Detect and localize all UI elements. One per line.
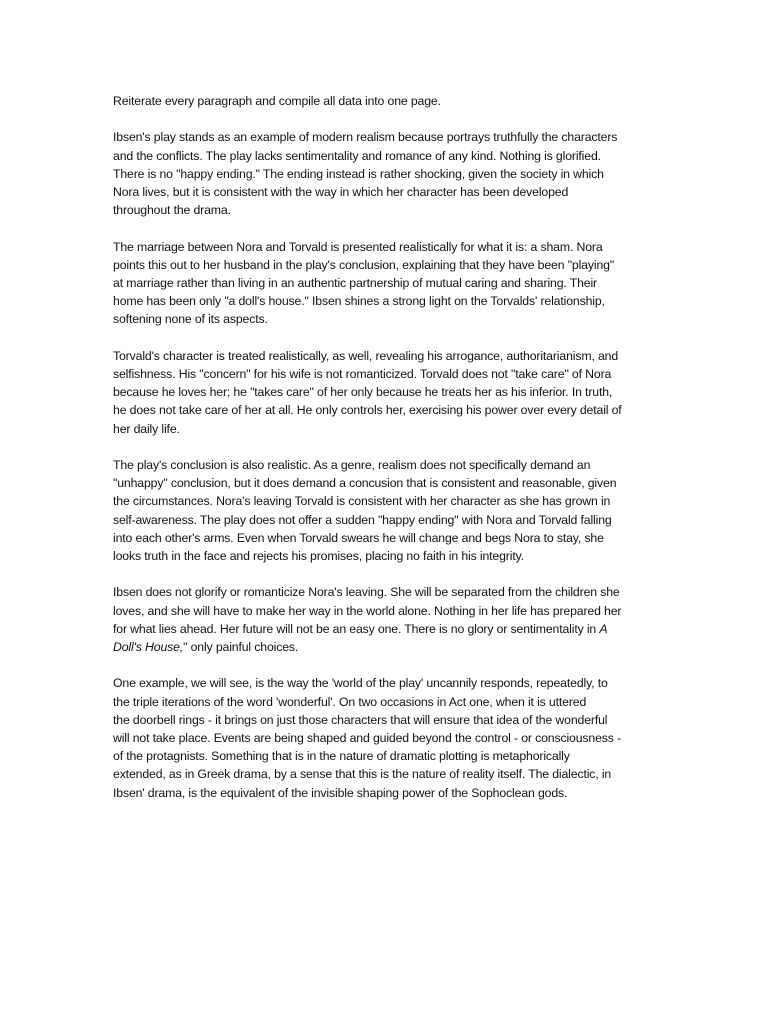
text-line: and the conflicts. The play lacks sentimentality and romance of any kind. Nothing is glorified. — [113, 148, 601, 163]
intro-line — [113, 92, 661, 110]
text-line: because he loves her; he "takes care" of her only because he treats her as his inferior. In truth, — [113, 385, 613, 400]
text-segment: " only painful choices. — [183, 640, 299, 655]
italic-title-end: Doll's House, — [113, 640, 184, 655]
text-line: looks truth in the face and rejects his promises, placing no faith in his integrity. — [113, 549, 524, 564]
text-line: Nora lives, but it is consistent with the way in which her character has been developed — [113, 185, 569, 199]
text-line — [113, 638, 661, 656]
text-line: Ibsen does not glorify or romanticize Nora's leaving. She will be separated from the children she — [113, 585, 620, 600]
text-line: Torvald's character is treated realistically, as well, revealing his arrogance, authoritarianism, and — [113, 348, 619, 363]
text-segment: for what lies ahead. Her future will not be an easy one. There is no glory or sentimentality in — [113, 621, 600, 636]
text-line: Reiterate every paragraph and compile all data into one page. — [113, 94, 441, 108]
text-line: selfishness. His "concern" for his wife is not romanticized. Torvald does not "take care" of Nora — [113, 367, 612, 381]
text-line: softening none of its aspects. — [113, 312, 268, 327]
text-line: Ibsen' drama, is the equivalent of the invisible shaping power of the Sophoclean gods. — [113, 785, 568, 800]
text-line: home has been only "a doll's house." Ibsen shines a strong light on the Torvalds' relationship, — [113, 294, 605, 309]
text-line: the triple iterations of the word 'wonderful'. On two occasions in Act one, when it is uttered — [113, 694, 587, 709]
text-line: of the protagnists. Something that is in the nature of dramatic plotting is metaphorically — [113, 749, 570, 764]
text-line: at marriage rather than living in an authentic partnership of mutual caring and sharing. Their — [113, 276, 597, 290]
paragraph-wonderful — [113, 674, 661, 801]
text-line: will not take place. Events are being shaped and guided beyond the control - or consciousness - — [113, 731, 622, 746]
paragraph-conclusion — [113, 456, 661, 565]
text-line: Ibsen's play stands as an example of modern realism because portrays truthfully the characters — [113, 130, 618, 145]
text-line: loves, and she will have to make her way in the world alone. Nothing in her life has prepared her — [113, 603, 622, 618]
text-line: The marriage between Nora and Torvald is presented realistically for what it is: a sham. Nora — [113, 239, 603, 254]
paragraph-leaving — [113, 583, 661, 656]
text-line: self-awareness. The play does not offer a sudden "happy ending" with Nora and Torvald falling — [113, 512, 612, 527]
text-line: The play's conclusion is also realistic. As a genre, realism does not specifically demand an — [113, 458, 591, 472]
italic-title-start: A — [599, 621, 608, 636]
paragraph-realism — [113, 128, 661, 219]
text-line: points this out to her husband in the play's conclusion, explaining that they have been "playing" — [113, 257, 615, 272]
text-line: he does not take care of her at all. He only controls her, exercising his power over every detail of — [113, 403, 622, 418]
text-line: "unhappy" conclusion, but it does demand a concusion that is consistent and reasonable, given — [113, 476, 617, 491]
text-line — [113, 620, 661, 638]
text-line: the doorbell rings - it brings on just those characters that will ensure that idea of the wonderful — [113, 712, 608, 727]
text-line: One example, we will see, is the way the 'world of the play' uncannily responds, repeatedly, to — [113, 676, 608, 691]
text-line: There is no "happy ending." The ending instead is rather shocking, given the society in which — [113, 166, 604, 181]
text-line: her daily life. — [113, 421, 180, 436]
text-line: the circumstances. Nora's leaving Torvald is consistent with her character as she has grown in — [113, 494, 611, 509]
document-page — [113, 92, 661, 820]
text-line: throughout the drama. — [113, 203, 231, 218]
paragraph-torvald — [113, 347, 661, 438]
text-line: extended, as in Greek drama, by a sense that this is the nature of reality itself. The dialectic, in — [113, 767, 612, 782]
paragraph-marriage — [113, 238, 661, 329]
text-line: into each other's arms. Even when Torvald swears he will change and begs Nora to stay, she — [113, 530, 604, 545]
